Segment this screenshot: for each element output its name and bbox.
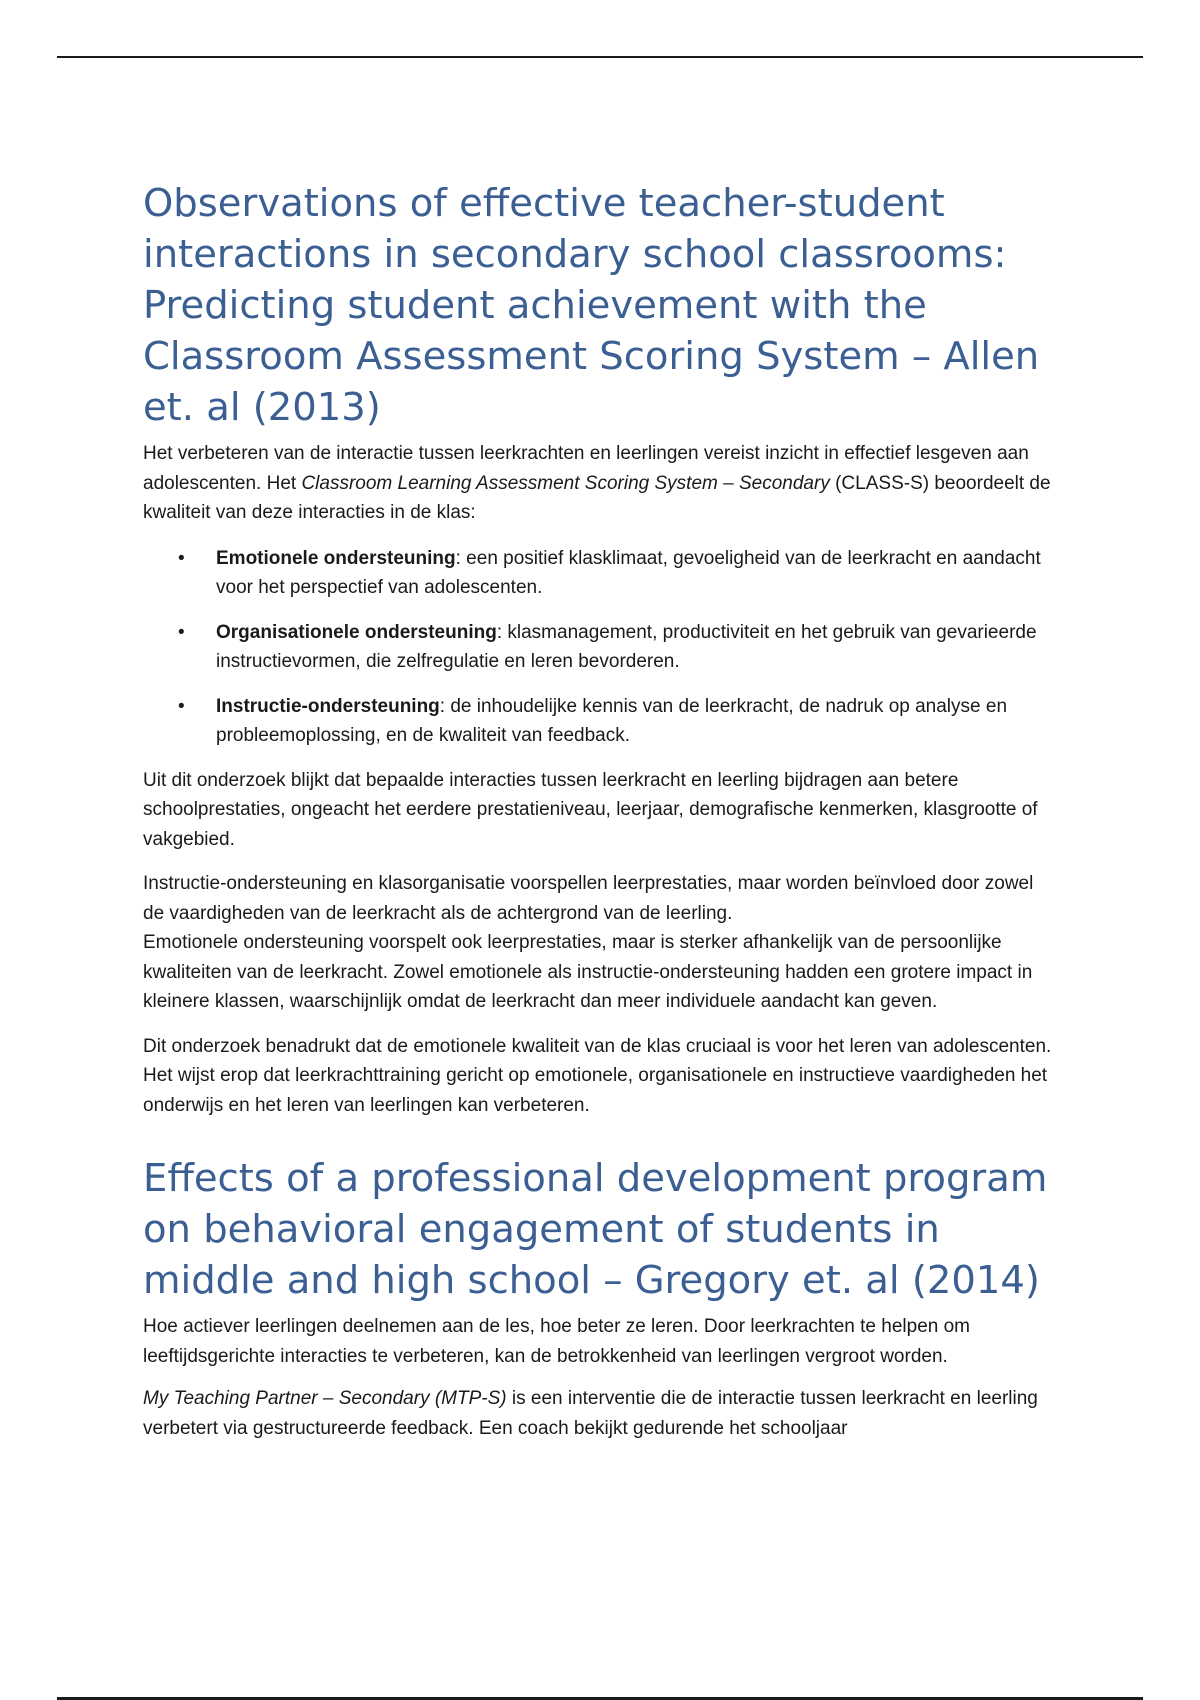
list-item xyxy=(143,692,1053,751)
bullet-icon: • xyxy=(178,547,185,569)
section-1-paragraph-emotional: Emotionele ondersteuning voorspelt ook leerprestaties, maar is sterker afhankelijk van de persoonlijke kwaliteiten van de leerkracht. Zowel emotionele als instructie-ondersteuning hadden een grotere impact in kleinere klassen, waarschijnlijk omdat de leerkracht dan meer individuele aandacht kan geven. xyxy=(143,932,1033,1012)
section-1-heading: Observations of effective teacher-student interactions in secondary school classrooms: Predicting student achievement with the Classroom Assessment Scoring System – Allen et. al (2013) xyxy=(143,181,1040,430)
bullet-icon: • xyxy=(178,621,185,643)
top-rule xyxy=(57,56,1143,58)
intervention-description: is een interventie die de interactie tussen leerkracht en leerling verbetert via gestructureerde feedback. Een coach bekijkt gedurende het schooljaar xyxy=(143,1388,1038,1439)
support-domains-list xyxy=(143,544,1053,751)
list-item-term: Instructie-ondersteuning xyxy=(216,695,440,717)
bullet-icon: • xyxy=(178,695,185,717)
list-item-text: : een positief klasklimaat, gevoeligheid van de leerkracht en aandacht voor het perspectief van adolescenten. xyxy=(216,547,1041,598)
intro-text-start: Het verbeteren van de interactie tussen leerkrachten en leerlingen vereist inzicht in effectief lesgeven aan adolescenten. Het xyxy=(143,443,1029,494)
section-1-intro xyxy=(143,439,1053,528)
list-item-text: : klasmanagement, productiviteit en het gebruik van gevarieerde instructievormen, die zelfregulatie en leren bevorderen. xyxy=(216,621,1037,672)
section-2-paragraph-intervention xyxy=(143,1384,1053,1443)
intro-system-name: Classroom Learning Assessment Scoring System – Secondary xyxy=(301,472,830,494)
section-1-paragraph-findings: Uit dit onderzoek blijkt dat bepaalde interacties tussen leerkracht en leerling bijdragen aan betere schoolprestaties, ongeacht het eerdere prestatieniveau, leerjaar, demografische kenmerken, klasgrootte of vakgebied. xyxy=(143,769,1038,850)
section-2-paragraph-engagement: Hoe actiever leerlingen deelnemen aan de les, hoe beter ze leren. Door leerkrachten te helpen om leeftijdsgerichte interacties te verbeteren, kan de betrokkenheid van leerlingen vergroot worden. xyxy=(143,1316,971,1367)
document-body xyxy=(143,178,1053,1443)
list-item xyxy=(143,544,1053,603)
list-item-text: : de inhoudelijke kennis van de leerkracht, de nadruk op analyse en probleemoplossing, en de kwaliteit van feedback. xyxy=(216,695,1008,746)
list-item xyxy=(143,618,1053,677)
intervention-name: My Teaching Partner – Secondary (MTP-S) xyxy=(143,1388,507,1409)
list-item-term: Emotionele ondersteuning xyxy=(216,547,456,569)
list-item-term: Organisationele ondersteuning xyxy=(216,621,497,643)
intro-text-end: (CLASS-S) beoordeelt de kwaliteit van deze interacties in de klas: xyxy=(143,472,1051,523)
section-1-paragraph-conclusion: Dit onderzoek benadrukt dat de emotionele kwaliteit van de klas cruciaal is voor het leren van adolescenten. Het wijst erop dat leerkrachttraining gericht op emotionele, organisationele en instructieve vaardigheden het onderwijs en het leren van leerlingen kan verbeteren. xyxy=(143,1035,1052,1116)
section-2-heading: Effects of a professional development program on behavioral engagement of students in middle and high school – Gregory et. al (2014) xyxy=(143,1156,1048,1303)
section-1-paragraph-instruction: Instructie-ondersteuning en klasorganisatie voorspellen leerprestaties, maar worden beïnvloed door zowel de vaardigheden van de leerkracht als de achtergrond van de leerling. xyxy=(143,873,1034,924)
